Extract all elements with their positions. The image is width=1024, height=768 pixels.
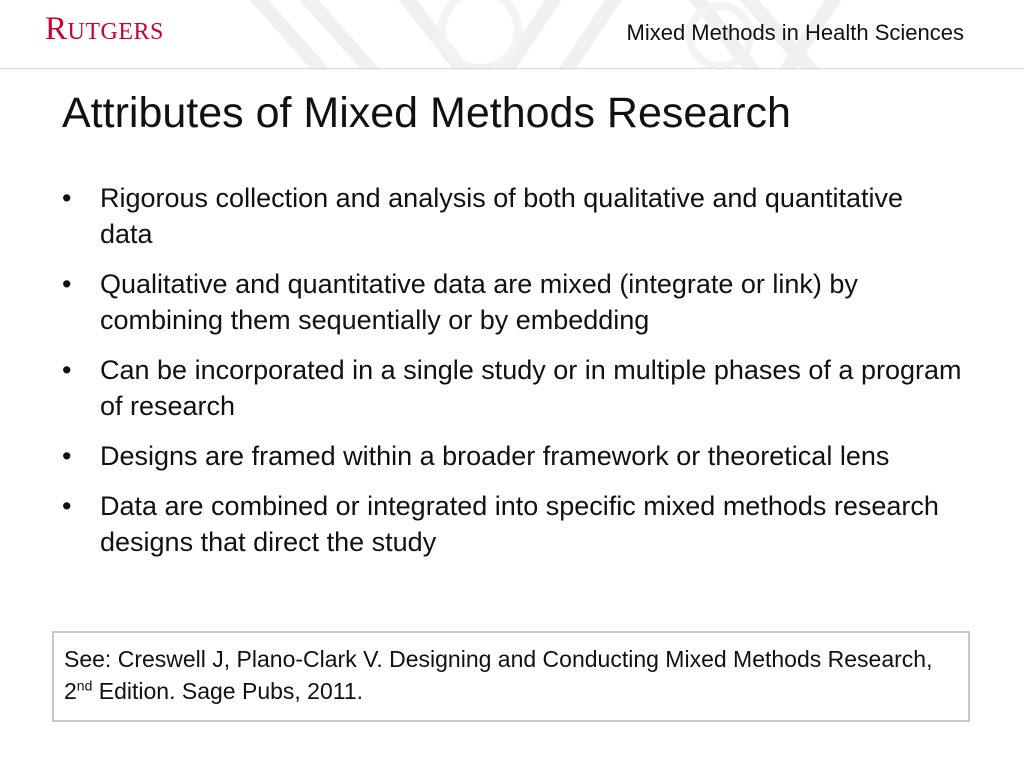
citation-tail: Edition. Sage Pubs, 2011. [92,678,364,704]
bullet-item [62,266,962,338]
bullet-text: Qualitative and quantitative data are mixed (integrate or link) by combining them sequentially or by embedding [100,269,858,335]
citation-superscript: nd [76,677,93,694]
citation-main: See: Creswell J, Plano-Clark V. Designing and Conducting Mixed Methods Research, 2 [64,646,933,704]
bullet-item [62,438,962,474]
logo-initial: R [45,11,68,47]
slide-header [0,0,1024,70]
bullet-item [62,488,962,560]
bullet-text: Designs are framed within a broader framework or theoretical lens [100,441,890,471]
bullet-item [62,180,962,252]
slide-title: Attributes of Mixed Methods Research [62,89,791,137]
bullet-marker: • [62,355,72,385]
header-divider [0,68,1024,69]
citation-text [64,643,944,707]
rutgers-logo [45,13,164,46]
course-title: Mixed Methods in Health Sciences [626,20,964,45]
bullet-text: Rigorous collection and analysis of both qualitative and quantitative data [100,183,904,249]
bullet-list [62,180,962,574]
logo-rest: UTGERS [67,19,164,45]
bullet-marker: • [62,269,72,299]
bullet-text: Can be incorporated in a single study or in multiple phases of a program of research [100,355,962,421]
bullet-text: Data are combined or integrated into specific mixed methods research designs that direct the study [100,491,939,557]
bullet-marker: • [62,183,72,213]
bullet-marker: • [62,491,72,521]
bullet-item [62,352,962,424]
bullet-marker: • [62,441,72,471]
citation-box [52,631,970,722]
